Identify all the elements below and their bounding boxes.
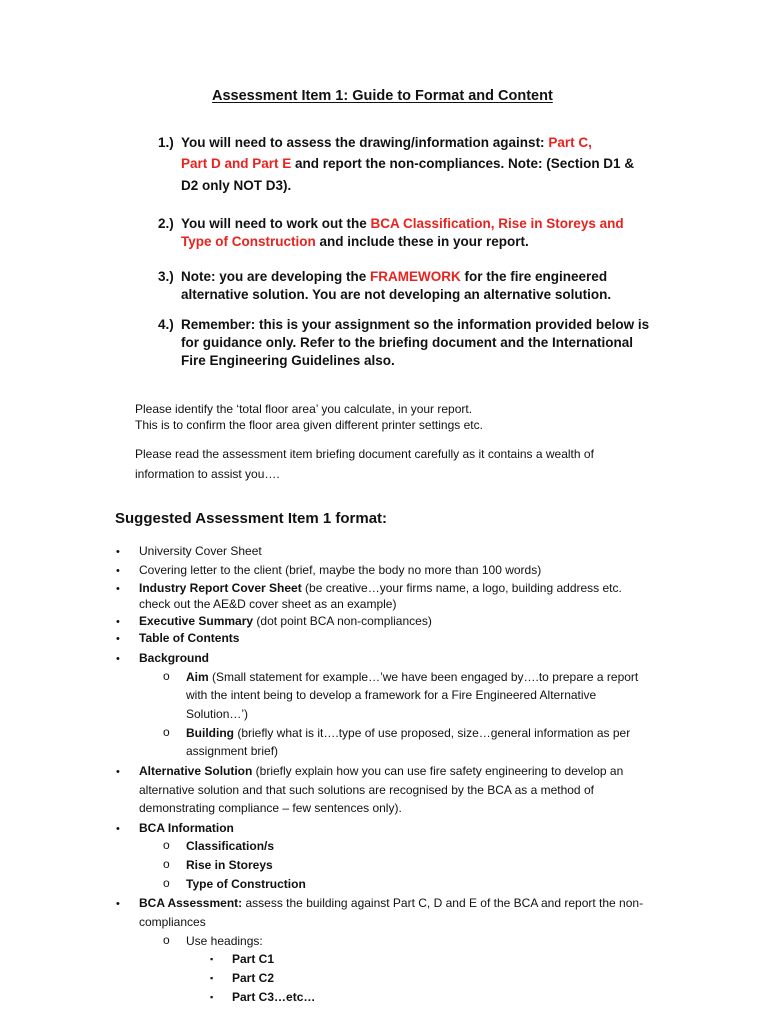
item-4-number: 4.)	[158, 317, 174, 332]
item-3-red: FRAMEWORK	[370, 269, 461, 284]
circle-marker: o	[163, 876, 170, 890]
bullet-marker: •	[116, 898, 120, 910]
item-alternative-solution-bold: Alternative Solution	[139, 764, 253, 778]
item-industry-cover	[139, 581, 622, 595]
item-1-red-2: Part D and Part E	[181, 156, 292, 171]
item-industry-cover-rest: (be creative…your firms name, a logo, building address etc.	[301, 581, 622, 595]
item-3-number: 3.)	[158, 269, 174, 284]
item-alternative-solution-rest: (briefly explain how you can use fire safety engineering to develop an	[252, 764, 624, 778]
item-bca-information: BCA Information	[139, 821, 234, 835]
item-aim-bold: Aim	[186, 670, 209, 684]
item-part-c2: Part C2	[232, 971, 275, 985]
item-executive-summary-rest: (dot point BCA non-compliances)	[253, 614, 432, 628]
page-title: Assessment Item 1: Guide to Format and Content	[212, 88, 553, 104]
item-aim-line-2: with the intent being to develop a framework for a Fire Engineered Alternative	[186, 688, 597, 702]
circle-marker: o	[163, 857, 170, 871]
item-alternative-solution	[139, 764, 623, 778]
square-marker: ▪	[210, 973, 214, 983]
item-industry-cover-line-2: check out the AE&D cover sheet as an example)	[139, 597, 397, 611]
suggested-format-heading: Suggested Assessment Item 1 format:	[115, 510, 388, 527]
item-background: Background	[139, 651, 210, 665]
item-aim-line-3: Solution…’)	[186, 707, 249, 721]
item-3-text-2: for the fire engineered	[460, 269, 608, 284]
item-3-text: Note: you are developing the	[181, 269, 371, 284]
item-4-line-1: Remember: this is your assignment so the information provided below is	[181, 317, 650, 332]
item-classification: Classification/s	[186, 839, 275, 853]
item-1-line-2	[181, 156, 634, 171]
bullet-marker: •	[116, 565, 120, 577]
circle-marker: o	[163, 838, 170, 852]
item-building	[186, 726, 630, 740]
item-covering-letter: Covering letter to the client (brief, maybe the body no more than 100 words)	[139, 563, 542, 577]
item-bca-assessment-line-2: compliances	[139, 915, 206, 929]
bullet-marker: •	[116, 633, 120, 645]
item-1-red: Part C,	[548, 135, 592, 150]
circle-marker: o	[163, 669, 170, 683]
item-3-line-2: alternative solution. You are not developing an alternative solution.	[181, 287, 612, 302]
item-bca-assessment-rest: assess the building against Part C, D and E of the BCA and report the non-	[242, 896, 644, 910]
circle-marker: o	[163, 933, 170, 947]
square-marker: ▪	[210, 954, 214, 964]
bullet-marker: •	[116, 653, 120, 665]
item-part-c1: Part C1	[232, 952, 275, 966]
item-4-line-3: Fire Engineering Guidelines also.	[181, 353, 395, 368]
circle-marker: o	[163, 725, 170, 739]
item-2-line-1	[181, 216, 624, 231]
item-2-red-2: Type of Construction	[181, 234, 316, 249]
item-use-headings: Use headings:	[186, 934, 263, 948]
bullet-marker: •	[116, 546, 120, 558]
item-aim	[186, 670, 638, 684]
item-1-text-2: and report the non-compliances. Note: (Section D1 &	[291, 156, 635, 171]
item-1-line-1	[181, 135, 592, 150]
item-2-red: BCA Classification, Rise in Storeys and	[370, 216, 624, 231]
item-bca-assessment	[139, 896, 643, 910]
item-alternative-solution-line-3: demonstrating compliance – few sentences only).	[139, 801, 402, 815]
item-4-line-2: for guidance only. Refer to the briefing document and the International	[181, 335, 634, 350]
item-part-c3: Part C3…etc…	[232, 990, 316, 1004]
item-bca-assessment-bold: BCA Assessment:	[139, 896, 243, 910]
item-rise-in-storeys: Rise in Storeys	[186, 858, 273, 872]
item-university-cover: University Cover Sheet	[139, 544, 262, 558]
item-building-rest: (briefly what is it….type of use proposed, size…general information as per	[234, 726, 631, 740]
note-floor-area-line-2: This is to confirm the floor area given different printer settings etc.	[135, 418, 483, 432]
item-executive-summary-bold: Executive Summary	[139, 614, 254, 628]
bullet-marker: •	[116, 766, 120, 778]
item-executive-summary	[139, 614, 432, 628]
item-building-line-2: assignment brief)	[186, 744, 279, 758]
item-1-line-3: D2 only NOT D3).	[181, 178, 292, 193]
item-2-line-2	[181, 234, 529, 249]
item-1-text: You will need to assess the drawing/information against:	[181, 135, 549, 150]
bullet-marker: •	[116, 823, 120, 835]
item-table-of-contents: Table of Contents	[139, 631, 240, 645]
item-industry-cover-bold: Industry Report Cover Sheet	[139, 581, 302, 595]
item-2-text-2: and include these in your report.	[315, 234, 529, 249]
item-1-number: 1.)	[158, 135, 174, 150]
item-2-number: 2.)	[158, 216, 174, 231]
square-marker: ▪	[210, 992, 214, 1002]
bullet-marker: •	[116, 616, 120, 628]
item-alternative-solution-line-2: alternative solution and that such solutions are recognised by the BCA as a method of	[139, 783, 594, 797]
item-type-of-construction: Type of Construction	[186, 877, 306, 891]
item-2-text: You will need to work out the	[181, 216, 371, 231]
note-briefing-line-1: Please read the assessment item briefing document carefully as it contains a wealth of	[135, 447, 594, 461]
bullet-marker: •	[116, 583, 120, 595]
item-building-bold: Building	[186, 726, 234, 740]
item-aim-rest: (Small statement for example…’we have been engaged by….to prepare a report	[208, 670, 639, 684]
item-3-line-1	[181, 269, 607, 284]
note-briefing-line-2: information to assist you….	[135, 467, 280, 481]
note-floor-area-line-1: Please identify the ‘total floor area’ you calculate, in your report.	[135, 402, 473, 416]
